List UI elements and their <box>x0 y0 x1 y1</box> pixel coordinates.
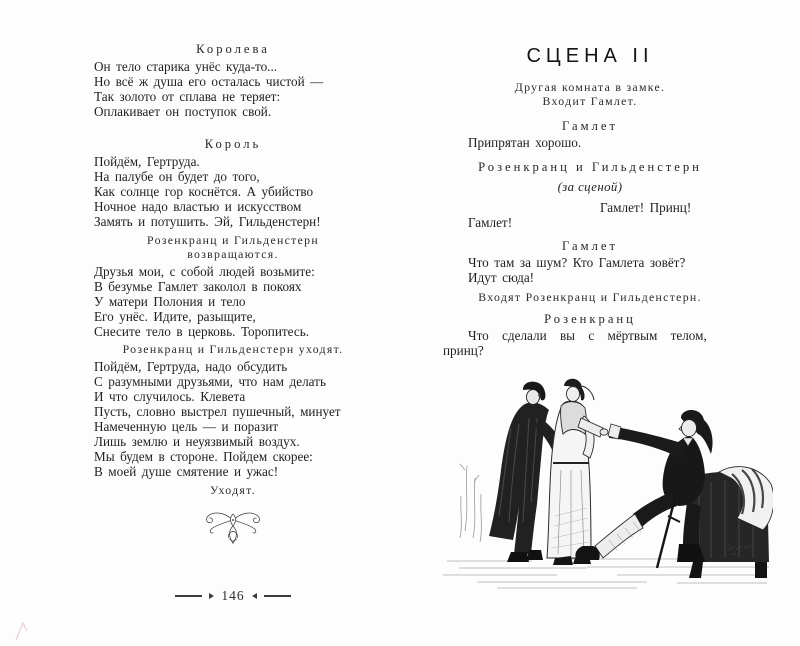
verse-line: Оплакивает он поступок свой. <box>94 104 272 119</box>
hamlet-speech-2 <box>443 255 737 285</box>
page-number <box>94 588 372 604</box>
verse-line: Припрятан хорошо. <box>468 135 582 150</box>
verse-line: Гамлет! <box>468 215 513 230</box>
verse-line: Он тело старика унёс куда-то... <box>94 59 278 74</box>
verse-line: принц? <box>443 343 484 358</box>
verse-line: С разумными друзьями, что нам делать <box>94 374 326 389</box>
verse-line: Пойдём, Гертруда, надо обсудить <box>94 359 288 374</box>
verse-line: Гамлет! Принц! <box>600 200 692 215</box>
verse-line: Что сделали вы с мёртвым телом, <box>468 328 707 343</box>
verse-line: На палубе он будет до того, <box>94 169 260 184</box>
floral-flourish-ornament <box>94 509 372 552</box>
scan-artifact-mark <box>13 618 33 646</box>
speaker-label-rosencrantz: Розенкранц <box>544 312 636 326</box>
verse-line: Но всё ж душа его осталась чистой — <box>94 74 324 89</box>
page-number-value: 146 <box>221 588 245 603</box>
stage-direction-exit: Розенкранц и Гильденстерн уходят. <box>122 342 344 356</box>
verse-line: Замять и потушить. Эй, Гильденстерн! <box>94 214 321 229</box>
verse-line: Пусть, словно выстрел пушечный, минует <box>94 404 341 419</box>
verse-line: Ночное надо властью и искусством <box>94 199 302 214</box>
verse-line: Снесите тело в церковь. Торопитесь. <box>94 324 310 339</box>
footer-arrow-icon <box>252 593 257 599</box>
speaker-label-queen: Королева <box>196 42 270 56</box>
right-page <box>443 0 737 358</box>
rosencrantz-speech <box>443 328 737 358</box>
verse-line: Идут сюда! <box>468 270 535 285</box>
stage-direction-room <box>443 80 737 108</box>
stage-direction-exeunt: Уходят. <box>210 483 256 497</box>
verse-line: Его унёс. Идите, разыщите, <box>94 309 256 324</box>
scene-title: СЦЕНА II <box>526 45 654 67</box>
verse-line: И что случилось. Клевета <box>94 389 246 404</box>
figure-guildenstern <box>547 379 603 565</box>
verse-line: Мы будем в стороне. Пойдем скорее: <box>94 449 313 464</box>
hamlet-speech-1 <box>443 135 737 150</box>
king-speech-2 <box>94 264 372 339</box>
verse-line: Как солнце гор коснётся. А убийство <box>94 184 314 199</box>
verse-line: Лишь землю и неуязвимый воздух. <box>94 434 300 449</box>
verse-line: Друзья мои, с собой людей возьмите: <box>94 264 315 279</box>
stage-direction-enter: Входят Розенкранц и Гильденстерн. <box>478 290 702 304</box>
stage-direction-line: Другая комната в замке. <box>514 80 666 94</box>
queen-speech <box>94 59 372 119</box>
verse-line: Так золото от сплава не теряет: <box>94 89 281 104</box>
verse-line: В моей душе смятение и ужас! <box>94 464 279 479</box>
footer-arrow-icon <box>209 593 214 599</box>
king-speech-1 <box>94 154 372 229</box>
figure-hamlet <box>575 410 773 578</box>
stage-direction-offstage: (за сценой) <box>557 180 623 194</box>
speaker-label-hamlet: Гамлет <box>562 239 618 253</box>
verse-line: В безумье Гамлет заколол в покоях <box>94 279 302 294</box>
footer-dash-icon <box>175 595 202 596</box>
speaker-label-rosencrantz-guildenstern: Розенкранц и Гильденстерн <box>478 160 702 174</box>
stage-direction-line: Розенкранц и Гильденстерн <box>147 233 319 247</box>
rg-call <box>443 200 737 230</box>
verse-line: Пойдём, Гертруда. <box>94 154 200 169</box>
speaker-label-hamlet: Гамлет <box>562 119 618 133</box>
stage-direction-return <box>94 233 372 261</box>
verse-line: Намеченную цель — и поразит <box>94 419 279 434</box>
verse-line: У матери Полония и тело <box>94 294 246 309</box>
king-speech-3 <box>94 359 372 479</box>
stage-direction-line: Входит Гамлет. <box>542 94 638 108</box>
verse-line: Что там за шум? Кто Гамлета зовёт? <box>468 255 686 270</box>
hamlet-engraving-illustration <box>437 366 773 594</box>
footer-dash-icon <box>264 595 291 596</box>
speaker-label-king: Король <box>204 137 262 151</box>
stage-direction-line: возвращаются. <box>187 247 279 261</box>
left-page <box>94 0 372 604</box>
